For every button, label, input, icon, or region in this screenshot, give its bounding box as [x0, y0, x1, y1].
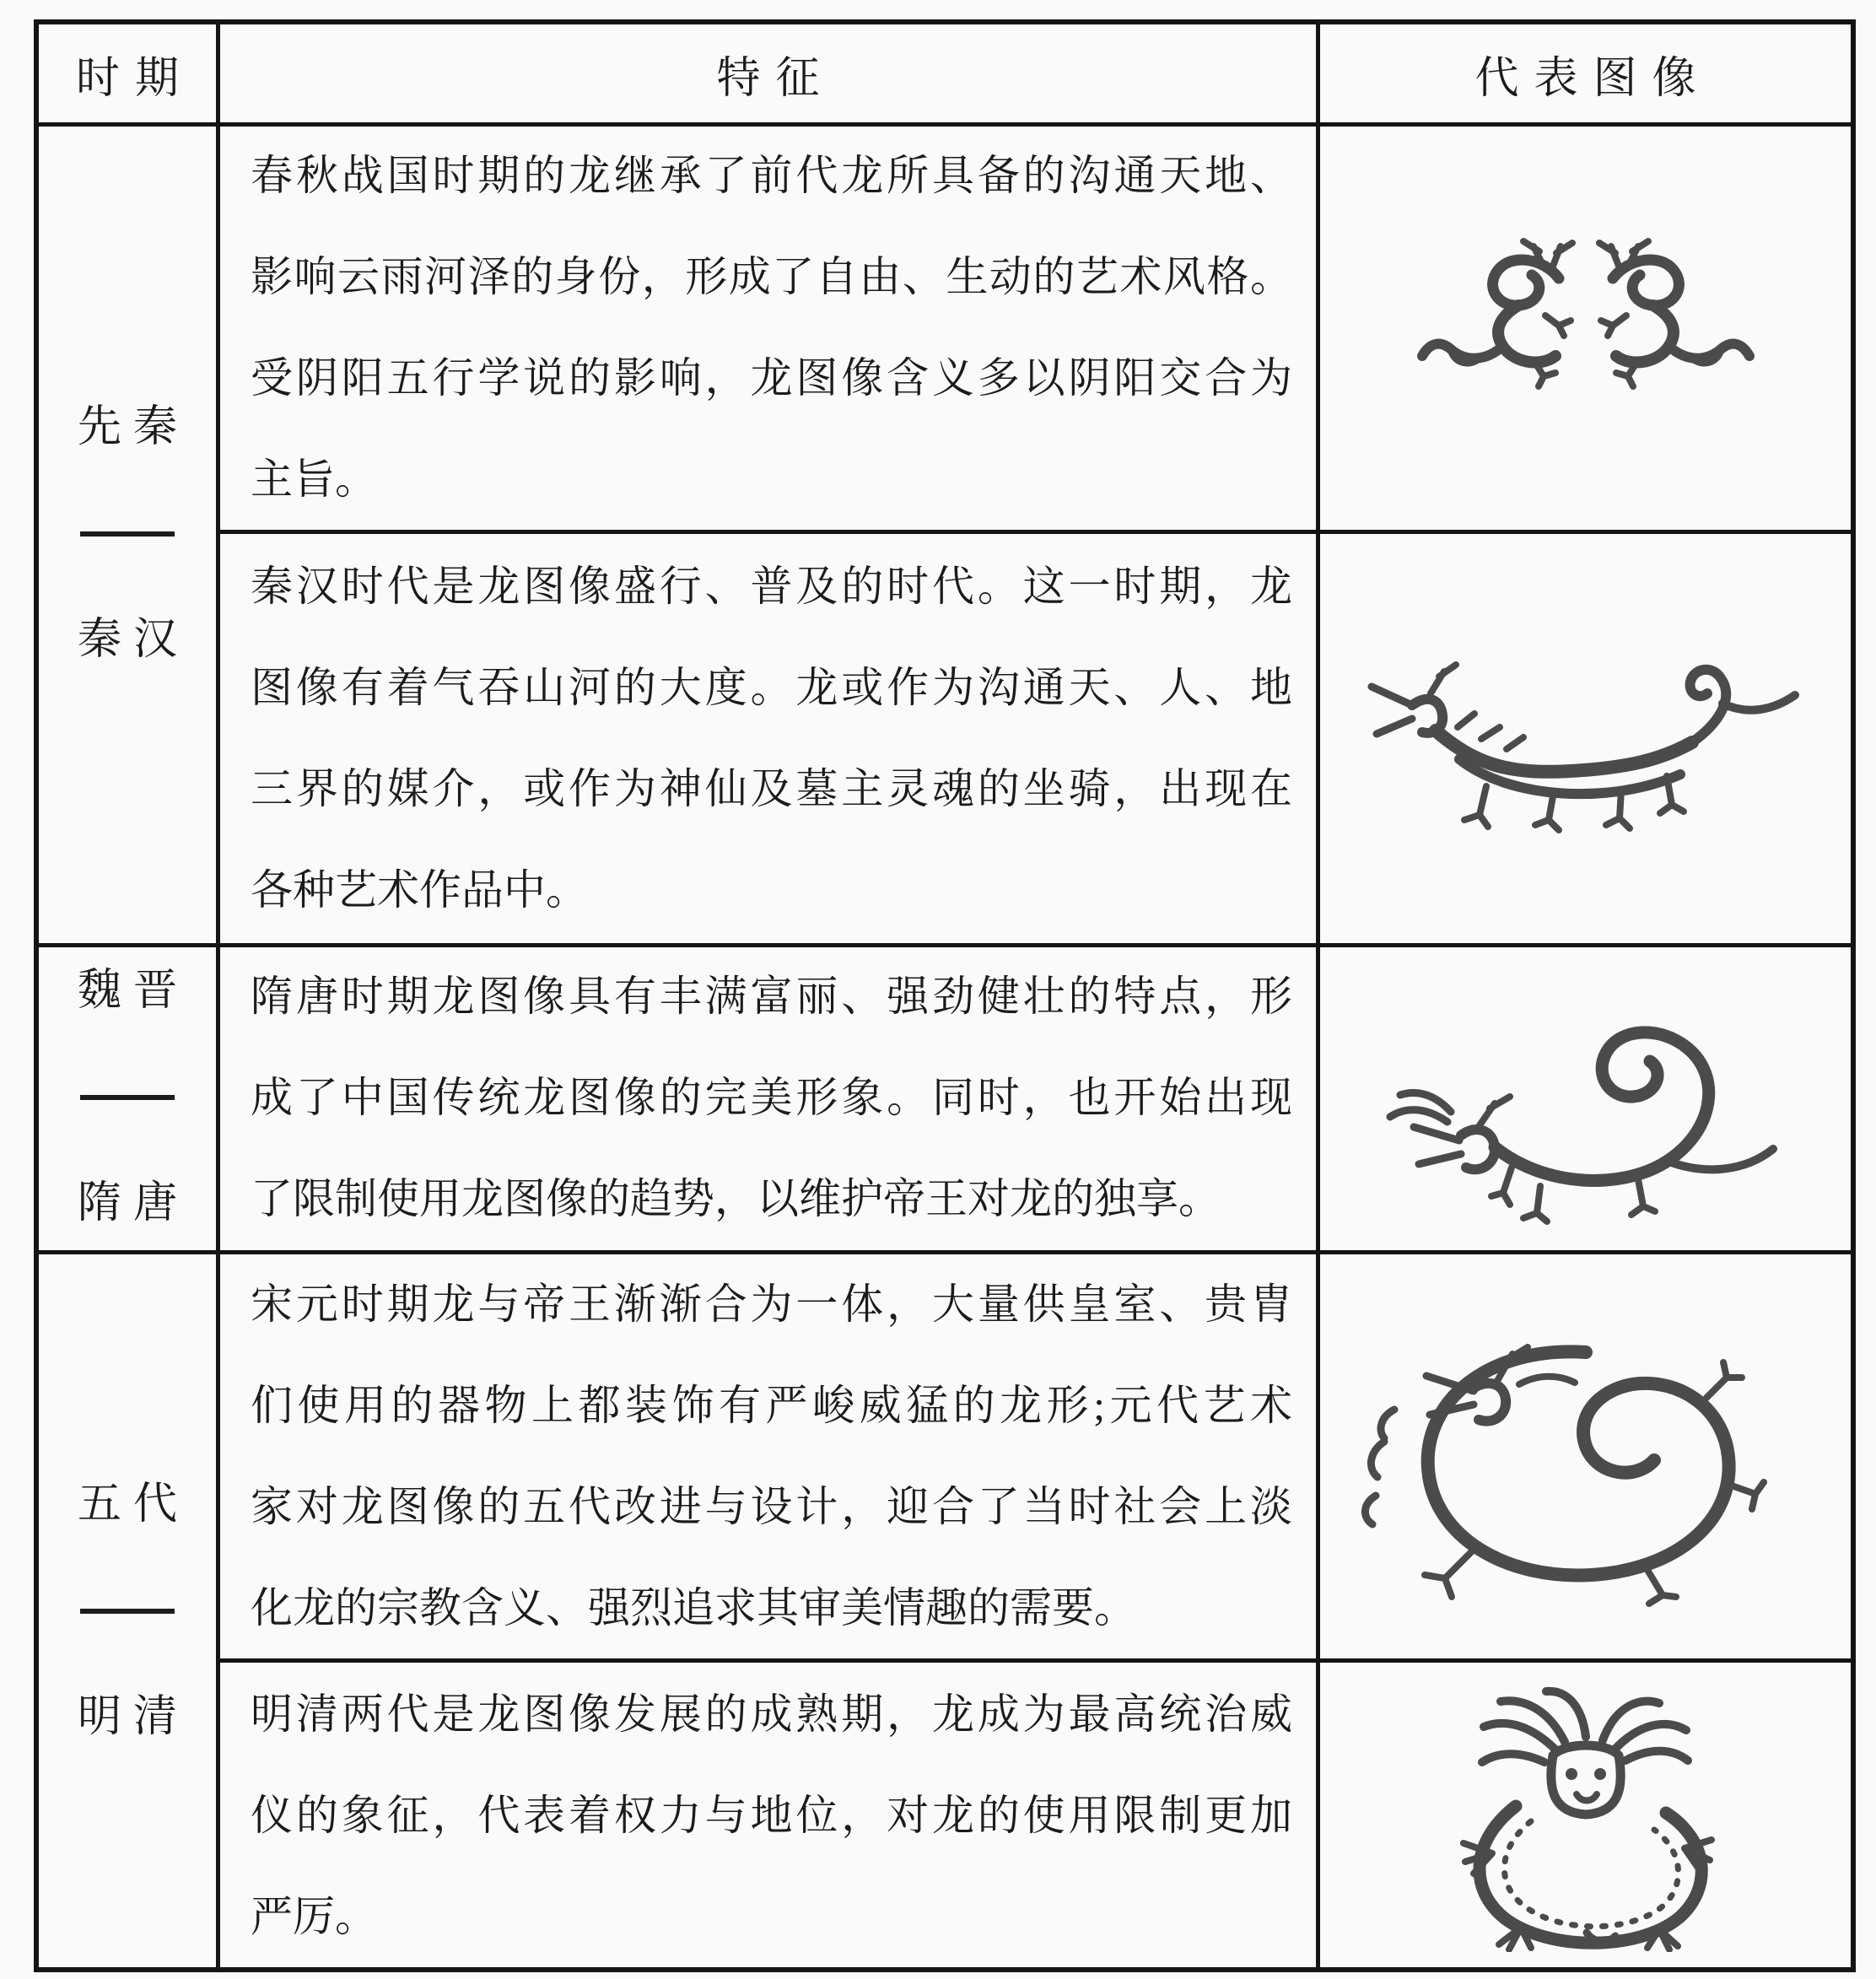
feature-line: 受阴阳五行学说的影响，龙图像含义多以阴阳交合为 — [251, 354, 1292, 402]
feature-line: 春秋战国时期的龙继承了前代龙所具备的沟通天地、 — [251, 152, 1292, 199]
feature-cell-sui-tang — [220, 947, 1316, 1248]
period-label-bottom: 明清 — [77, 1692, 189, 1741]
feature-line: 家对龙图像的五代改进与设计，迎合了当时社会上淡 — [251, 1482, 1292, 1530]
period-divider-dash — [80, 1095, 175, 1100]
period-divider-dash — [80, 1609, 175, 1614]
feature-line: 影响云雨河泽的身份，形成了自由、生动的艺术风格。 — [251, 253, 1292, 300]
period-label-top: 先秦 — [77, 402, 189, 451]
table-border-right — [1851, 19, 1856, 1972]
image-cell-sui-tang — [1320, 947, 1851, 1248]
feature-line: 隋唐时期龙图像具有丰满富丽、强劲健壮的特点，形 — [251, 973, 1292, 1020]
header-features — [220, 24, 1316, 122]
image-cell-song-yuan — [1320, 1254, 1851, 1657]
feature-line: 明清两代是龙图像发展的成熟期，龙成为最高统治威 — [251, 1690, 1292, 1738]
header-period-label: 时期 — [75, 54, 194, 103]
period-cell-five-dynasties-ming-qing — [39, 1254, 216, 1967]
feature-cell-song-yuan — [220, 1254, 1316, 1657]
striding-dragon-icon — [1358, 624, 1814, 852]
image-cell-ming-qing — [1320, 1663, 1851, 1967]
period-label-bottom: 隋唐 — [77, 1179, 189, 1227]
feature-cell-pre-qin — [220, 127, 1316, 528]
feature-line: 仪的象征，代表着权力与地位，对龙的使用限制更加 — [251, 1791, 1292, 1839]
coiled-dragon-icon — [1345, 1300, 1826, 1612]
period-cell-wei-jin-sui-tang — [39, 947, 216, 1248]
period-divider-dash — [80, 531, 175, 537]
feature-cell-ming-qing — [220, 1663, 1316, 1967]
header-period — [39, 24, 216, 122]
feature-cell-qin-han — [220, 534, 1316, 941]
feature-line: 宋元时期龙与帝王渐渐合为一体，大量供皇室、贵胄 — [251, 1280, 1292, 1328]
feature-line: 成了中国传统龙图像的完美形象。同时，也开始出现 — [251, 1074, 1292, 1121]
feature-line: 秦汉时代是龙图像盛行、普及的时代。这一时期，龙 — [251, 562, 1292, 610]
period-label-top: 魏晋 — [77, 967, 189, 1015]
period-label-bottom: 秦汉 — [77, 615, 189, 664]
sinuous-dragon-icon — [1367, 967, 1805, 1228]
feature-line: 严厉。 — [251, 1892, 377, 1940]
period-cell-pre-qin-qin-han — [39, 127, 216, 941]
table-border-bottom — [34, 1967, 1856, 1972]
header-image-label: 代表图像 — [1474, 54, 1712, 103]
medallion-dragon-icon — [1413, 1678, 1759, 1952]
feature-line: 主旨。 — [251, 456, 377, 503]
feature-line: 化龙的宗教含义、强烈追求其审美情趣的需要。 — [251, 1583, 1136, 1631]
period-label-top: 五代 — [77, 1480, 189, 1529]
feature-line: 了限制使用龙图像的趋势，以维护帝王对龙的独享。 — [251, 1175, 1221, 1222]
image-cell-pre-qin — [1320, 127, 1851, 528]
feature-line: 三界的媒介，或作为神仙及墓主灵魂的坐骑，出现在 — [251, 764, 1292, 812]
feature-line: 们使用的器物上都装饰有严峻威猛的龙形;元代艺术 — [251, 1381, 1292, 1429]
image-cell-qin-han — [1320, 534, 1851, 941]
feature-line: 图像有着气吞山河的大度。龙或作为沟通天、人、地 — [251, 663, 1292, 711]
feature-line: 各种艺术作品中。 — [251, 865, 588, 914]
header-image — [1320, 24, 1851, 122]
paired-s-dragons-icon — [1417, 235, 1755, 420]
header-features-label: 特征 — [716, 54, 835, 103]
